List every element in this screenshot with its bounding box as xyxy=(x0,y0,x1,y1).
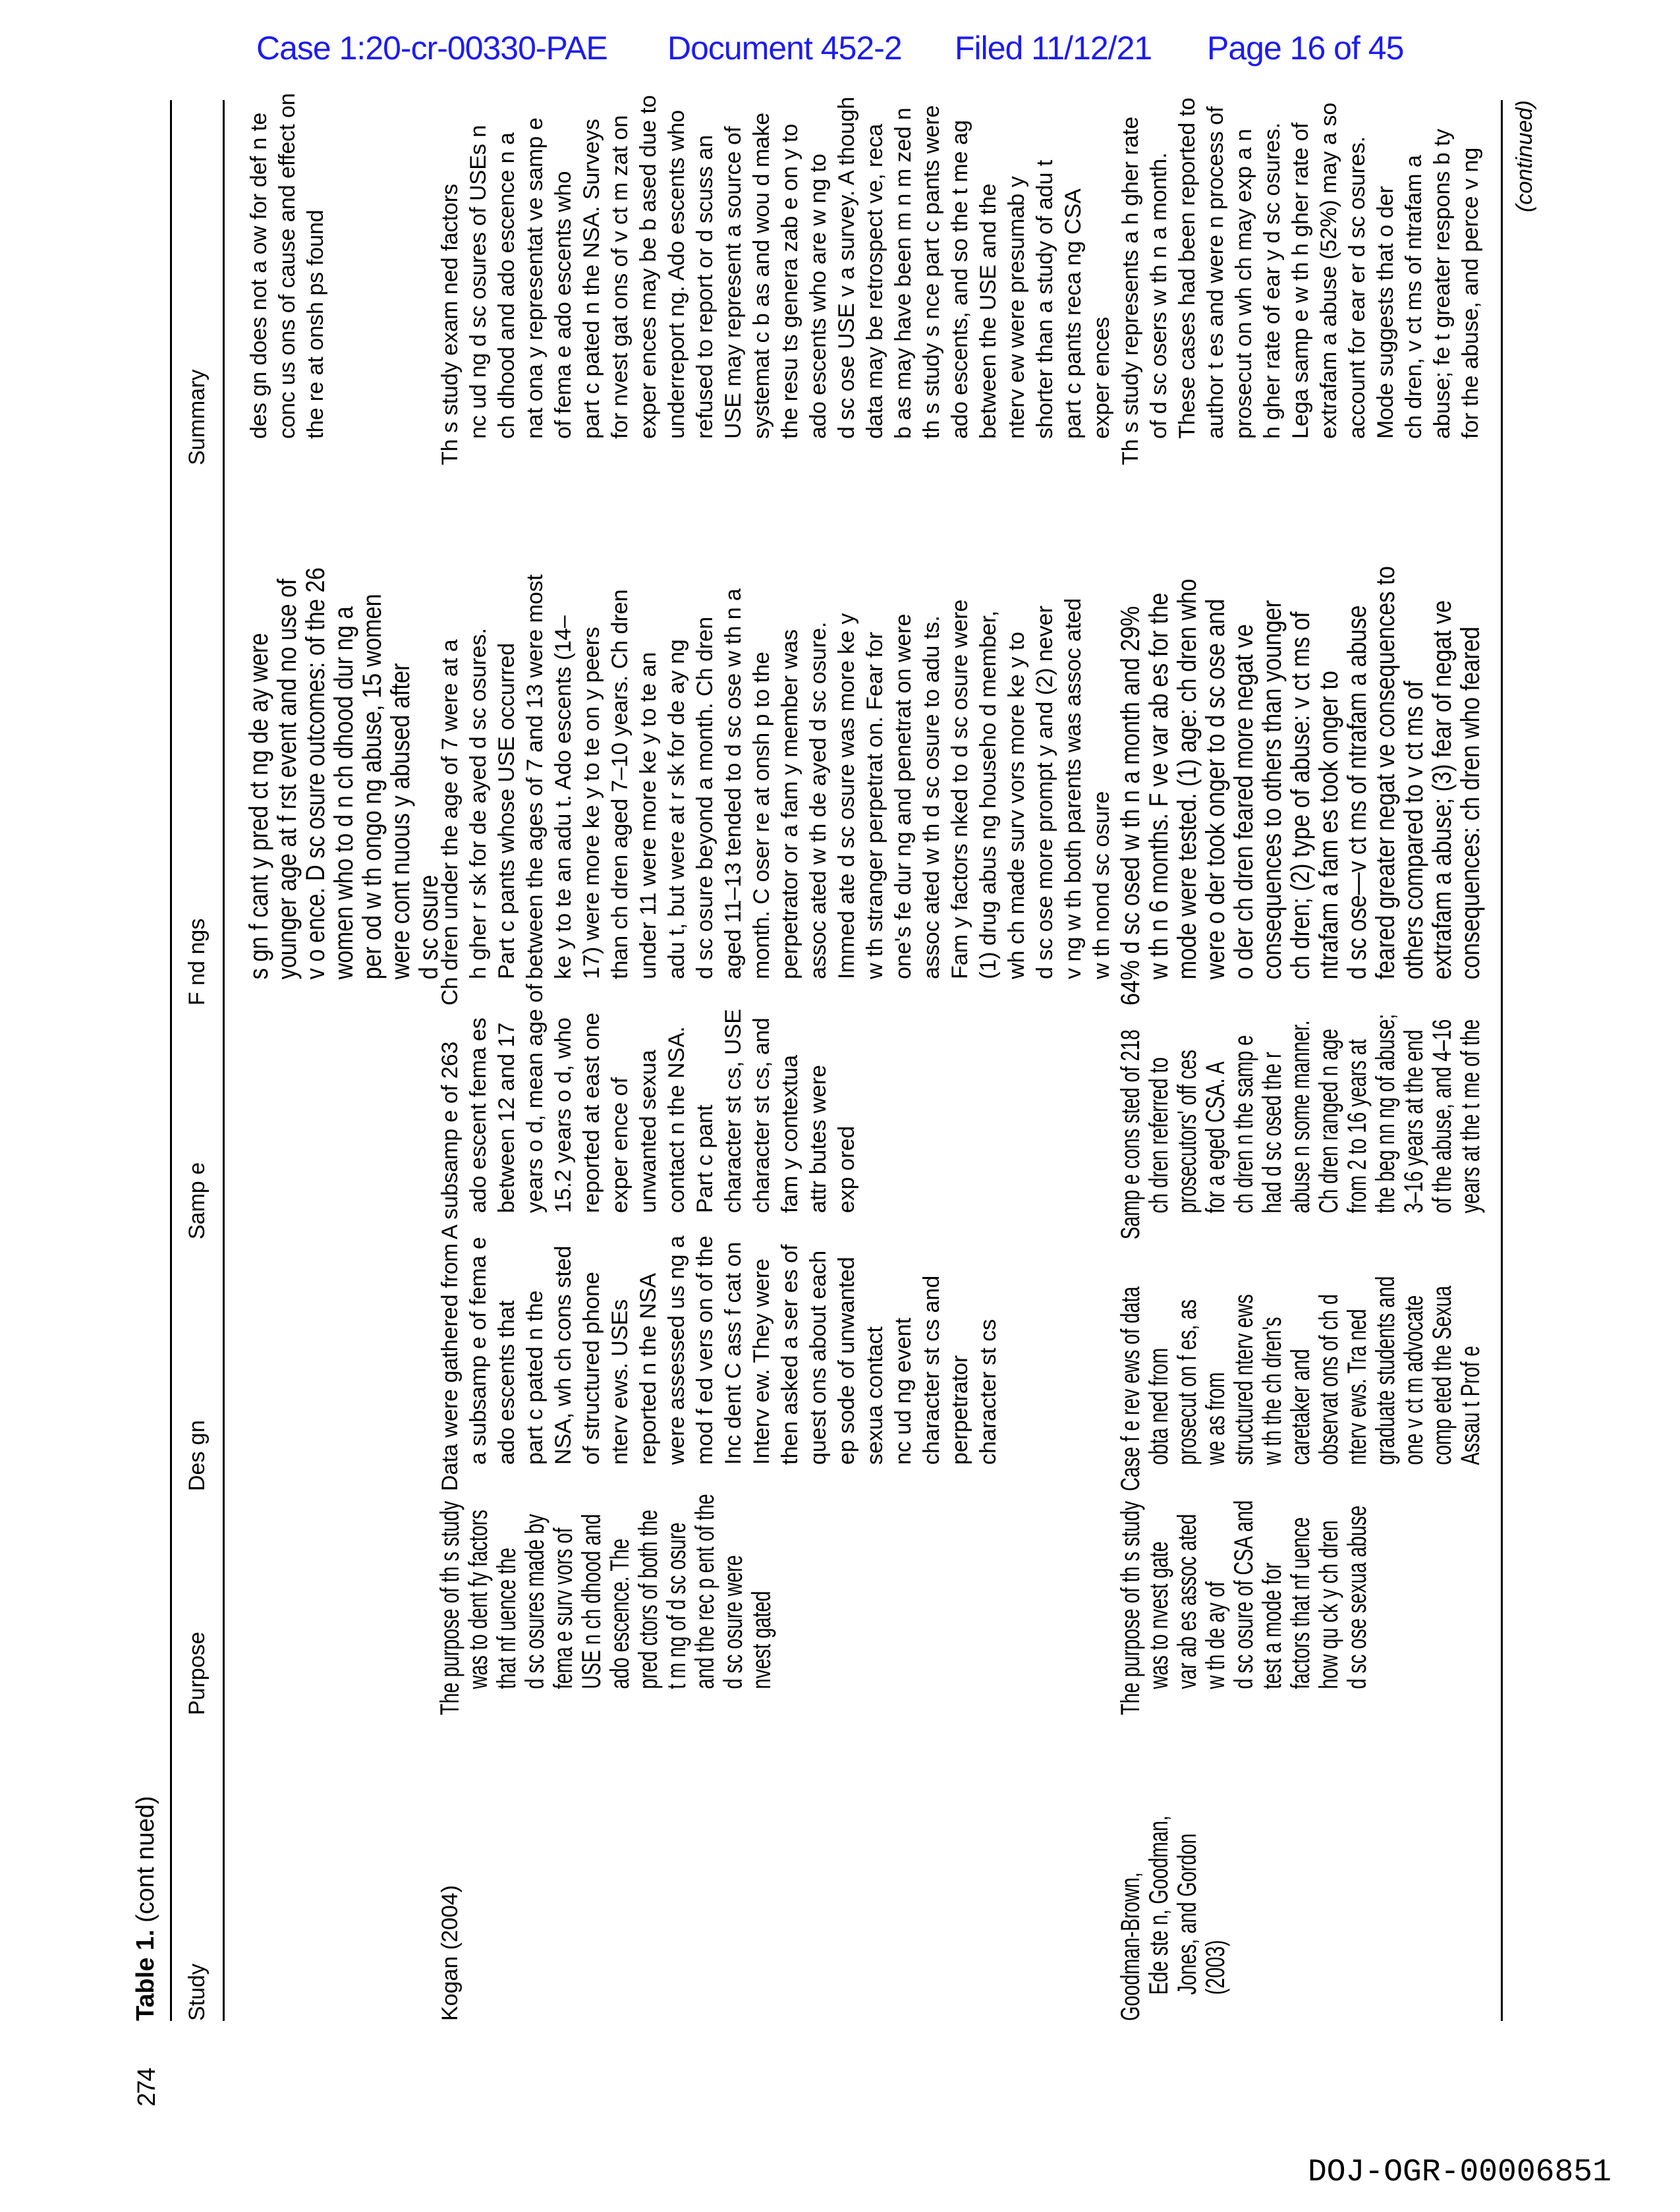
cell-text-line: refused to report or d scuss an xyxy=(692,134,717,439)
table-header-rule xyxy=(223,100,225,2021)
cell-text-line: nvest gated xyxy=(747,1591,776,1689)
table-bottom-rule xyxy=(1501,100,1503,2021)
cell-text-line: d sc osure were xyxy=(719,1555,748,1689)
cell-text-line: from 2 to 16 years at xyxy=(1343,1039,1372,1214)
cell-text-line: had d sc osed the r xyxy=(1258,1052,1287,1214)
cell-text-line: mod f ed vers on of the xyxy=(692,1235,717,1465)
cell-text-line: of fema e ado escents who xyxy=(551,171,576,439)
cell-text-line: Mode suggests that o der xyxy=(1373,186,1398,439)
cell-text-line: the re at onsh ps found xyxy=(303,210,328,439)
cell-text-line: d sc osure of CSA and xyxy=(1229,1500,1258,1689)
cell-text-line: ch dhood and ado escence n a xyxy=(494,132,519,439)
cell-text-line: Immed ate d sc osure was more ke y xyxy=(834,613,859,979)
cell-text-line: b as may have been m n m zed n xyxy=(891,107,916,439)
cell-findings xyxy=(245,496,443,1006)
cell-text-line: Jones, and Gordon xyxy=(1173,1833,1202,1995)
cell-text-line: factors that nf uence xyxy=(1286,1517,1315,1689)
rotated-table-page xyxy=(99,93,1548,2107)
cell-text-line: wh ch made surv vors more ke y to xyxy=(1004,631,1029,979)
cell-text-line: part c pants reca ng CSA xyxy=(1061,188,1086,439)
cell-text-line: 64% d sc osed w th n a month and 29% xyxy=(1116,606,1145,1006)
cell-text-line: h gher r sk for de ayed d sc osures. xyxy=(466,628,491,979)
cell-text-line: mode were tested. (1) age: ch dren who xyxy=(1173,579,1202,980)
cell-text-line: and the rec p ent of the xyxy=(690,1494,719,1689)
cell-text-line: comp eted the Sexua xyxy=(1428,1286,1457,1465)
cell-text-line: Goodman-Brown, xyxy=(1116,1872,1145,2021)
cell-text-line: Lega samp e w th h gher rate of xyxy=(1288,122,1313,439)
cell-text-line: ch dren; (2) type of abuse: v ct ms of xyxy=(1286,611,1315,980)
cell-text-line: USE may represent a source of xyxy=(721,126,746,439)
cell-text-line: the beg nn ng of abuse; xyxy=(1371,1013,1400,1214)
cell-text-line: graduate students and xyxy=(1371,1276,1400,1465)
cell-text-line: nc ud ng event xyxy=(891,1317,916,1465)
cell-text-line: ado escents, and so the t me ag xyxy=(947,120,972,439)
cell-text-line: w th the ch dren's xyxy=(1258,1317,1287,1465)
cell-text-line: 3–16 years at the end xyxy=(1399,1029,1428,1214)
cell-text-line: a subsamp e of fema e xyxy=(466,1237,491,1465)
cell-text-line: month. C oser re at onsh p to the xyxy=(749,651,774,979)
cell-text-line: the resu ts genera zab e on y to xyxy=(777,123,802,439)
cell-text-line: nterv ew were presumab y xyxy=(1004,176,1029,439)
cell-text-line: extrafam a abuse; (3) fear of negat ve xyxy=(1428,600,1457,980)
cell-text-line: were assessed us ng a xyxy=(664,1235,689,1465)
cell-text-line: years at the t me of the xyxy=(1456,1019,1485,1214)
cell-text-line: consequences to others than younger xyxy=(1258,600,1287,980)
column-header-study: Study xyxy=(184,1964,210,2021)
cell-text-line: Kogan (2004) xyxy=(437,1885,462,2021)
cell-text-line: Inc dent C ass f cat on xyxy=(721,1241,746,1465)
cell-text-line: w th nond sc osure xyxy=(1089,791,1114,979)
cell-text-line: than ch dren aged 7–10 years. Ch dren xyxy=(607,589,632,979)
column-header-purpose: Purpose xyxy=(184,1631,210,1715)
cell-text-line: v o ence. D sc osure outcomes: of the 26 xyxy=(301,567,330,980)
cell-text-line: how qu ck y ch dren xyxy=(1314,1520,1343,1689)
cell-text-line: Ch dren ranged n age xyxy=(1314,1029,1343,1214)
cell-text-line: perpetrator xyxy=(947,1355,972,1465)
cell-text-line: observat ons of ch d xyxy=(1314,1294,1343,1465)
cell-text-line: for a eged CSA. A xyxy=(1201,1061,1230,1214)
cell-text-line: w th n 6 months. F ve var ab es for the xyxy=(1144,592,1173,980)
cell-text-line: women who to d n ch dhood dur ng a xyxy=(329,606,358,980)
cell-text-line: prosecut on f es, as xyxy=(1173,1299,1202,1465)
cell-text-line: d sc osure xyxy=(414,874,443,980)
cell-text-line: The purpose of th s study xyxy=(435,1501,464,1715)
cell-text-line: Part c pant xyxy=(692,1104,717,1213)
cell-text-line: Ch dren under the age of 7 were at a xyxy=(437,639,462,1006)
cell-text-line: d sc ose USE v a survey. A though xyxy=(834,96,859,439)
cell-design xyxy=(436,1235,1003,1491)
cell-text-line: (1) drug abus ng househo d member, xyxy=(976,610,1001,979)
cell-text-line: nc ud ng d sc osures of USEs n xyxy=(466,125,491,439)
cell-text-line: ch dren n the samp e xyxy=(1229,1035,1258,1214)
cell-text-line: th s study s nce part c pants were xyxy=(919,105,944,439)
cell-text-line: Interv ew. They were xyxy=(749,1258,774,1465)
cell-text-line: ado escents who are w ng to xyxy=(806,154,831,439)
cell-text-line: abuse; fe t greater respons b ty xyxy=(1430,128,1455,439)
cell-text-line: ado escent fema es xyxy=(466,1017,491,1213)
cell-text-line: These cases had been reported to xyxy=(1175,98,1200,439)
cell-study xyxy=(436,1885,464,2021)
cell-text-line: Data were gathered from xyxy=(437,1243,462,1491)
cell-text-line: d sc ose more prompt y and (2) never xyxy=(1032,606,1057,979)
cell-summary xyxy=(245,93,330,465)
cell-text-line: character st cs, USE xyxy=(721,1009,746,1213)
cell-text-line: des gn does not a ow for def n te xyxy=(246,112,271,439)
table-title xyxy=(132,1796,160,2021)
cell-text-line: of the abuse, and 4–16 xyxy=(1428,1019,1457,1214)
cell-text-line: nat ona y representat ve samp e xyxy=(522,117,547,439)
cell-text-line: sexua contact xyxy=(862,1326,887,1465)
cell-text-line: for the abuse, and perce v ng xyxy=(1458,147,1483,439)
table-top-rule xyxy=(170,100,172,2021)
page-number: 274 xyxy=(133,2068,161,2107)
cell-text-line: NSA, wh ch cons sted xyxy=(551,1245,576,1465)
cell-text-line: were cont nuous y abused after xyxy=(386,663,415,980)
cell-text-line: adu t, but were at r sk for de ay ng xyxy=(664,639,689,979)
cell-text-line: Assau t Prof e xyxy=(1456,1346,1485,1465)
cell-text-line: between the ages of 7 and 13 were most xyxy=(522,574,547,979)
cell-text-line: d sc osures made by xyxy=(520,1514,549,1689)
cell-text-line: per od w th ongo ng abuse, 15 women xyxy=(358,594,387,980)
bates-number: DOJ-OGR-00006851 xyxy=(1308,2155,1611,2190)
cell-text-line: nterv ews. Tra ned xyxy=(1343,1309,1372,1465)
cell-text-line: character st cs and xyxy=(919,1275,944,1465)
cell-sample xyxy=(436,984,861,1239)
cell-text-line: data may be retrospect ve, reca xyxy=(862,123,887,439)
cell-text-line: fema e surv vors of xyxy=(549,1527,578,1689)
cell-text-line: one's fe dur ng and penetrat on were xyxy=(891,613,916,979)
cell-text-line: years o d, mean age of xyxy=(522,984,547,1213)
cell-text-line: assoc ated w th de ayed d sc osure. xyxy=(806,621,831,979)
cell-text-line: ado escence. The xyxy=(605,1538,634,1689)
cell-text-line: o der ch dren feared more negat ve xyxy=(1229,624,1258,980)
cell-text-line: we as from xyxy=(1201,1372,1230,1465)
cell-text-line: feared greater negat ve consequences to xyxy=(1371,566,1400,980)
cell-text-line: younger age at f rst event and no use of xyxy=(273,579,302,980)
cell-text-line: that nf uence the xyxy=(492,1547,521,1689)
cell-text-line: conc us ons of cause and effect on xyxy=(275,93,300,439)
cell-text-line: w th stranger perpetrat on. Fear for xyxy=(862,631,887,979)
page-count-stamp: Page 16 of 45 xyxy=(1207,30,1404,67)
cell-text-line: ntrafam a fam es took onger to xyxy=(1314,670,1343,980)
cell-text-line: character st cs xyxy=(976,1319,1001,1465)
cell-text-line: author t es and were n process of xyxy=(1203,106,1228,439)
column-header-summary: Summary xyxy=(184,369,210,465)
cell-text-line: test a mode for xyxy=(1258,1562,1287,1689)
cell-summary xyxy=(1117,98,1485,465)
cell-text-line: was to nvest gate xyxy=(1144,1541,1173,1689)
cell-text-line: ch dren, v ct ms of ntrafam a xyxy=(1401,155,1426,439)
cell-text-line: d sc ose sexua abuse xyxy=(1343,1505,1372,1689)
cell-summary xyxy=(436,95,1116,465)
cell-text-line: between 12 and 17 xyxy=(494,1022,519,1213)
cell-text-line: USE n ch dhood and xyxy=(577,1514,606,1689)
cell-text-line: exp ored xyxy=(834,1125,859,1213)
cell-findings xyxy=(436,575,1116,1006)
column-header-findings: F nd ngs xyxy=(184,918,210,1006)
cell-text-line: shorter than a study of adu t xyxy=(1032,159,1057,439)
cell-text-line: Part c pants whose USE occurred xyxy=(494,642,519,979)
cell-text-line: nterv ews. USEs xyxy=(607,1299,632,1465)
column-header-design: Des gn xyxy=(184,1420,210,1491)
cell-text-line: d sc osure beyond a month. Ch dren xyxy=(692,617,717,979)
cell-text-line: character st cs, and xyxy=(749,1017,774,1213)
cell-text-line: of d sc osers w th n a month. xyxy=(1146,152,1171,439)
cell-text-line: exper ences may be b ased due to xyxy=(636,95,661,439)
table-title-label: Table 1. xyxy=(132,1929,159,2021)
cell-text-line: Samp e cons sted of 218 xyxy=(1116,1029,1145,1239)
cell-text-line: ado escents that xyxy=(494,1300,519,1465)
cell-text-line: prosecut on wh ch may exp a n xyxy=(1231,128,1256,439)
cell-text-line: extrafam a abuse (52%) may a so xyxy=(1316,102,1341,439)
cell-text-line: was to dent fy factors xyxy=(464,1510,493,1689)
cell-text-line: w th de ay of xyxy=(1201,1581,1230,1689)
cell-text-line: var ab es assoc ated xyxy=(1173,1514,1202,1689)
cell-text-line: pred ctors of both the xyxy=(634,1510,663,1689)
cell-text-line: Th s study represents a h gher rate xyxy=(1118,116,1143,465)
cell-text-line: structured nterv ews xyxy=(1229,1294,1258,1465)
filed-date-stamp: Filed 11/12/21 xyxy=(955,30,1152,67)
cell-text-line: 17) were more ke y to te on y peers xyxy=(579,627,604,979)
cell-text-line: d sc ose—v ct ms of ntrafam a abuse xyxy=(1343,605,1372,980)
cell-text-line: ep sode of unwanted xyxy=(834,1257,859,1465)
cell-text-line: 15.2 years o d, who xyxy=(551,1017,576,1213)
cell-text-line: others compared to v ct ms of xyxy=(1399,681,1428,980)
cell-text-line: attr butes were xyxy=(806,1065,831,1213)
cell-text-line: ke y to te an adu t. Ado escents (14– xyxy=(551,615,576,979)
cell-text-line: between the USE and the xyxy=(976,183,1001,439)
cell-text-line: prosecutors' off ces xyxy=(1173,1050,1202,1214)
cell-text-line: quest ons about each xyxy=(806,1250,831,1465)
cell-text-line: assoc ated w th d sc osure to adu ts. xyxy=(919,615,944,979)
continued-note: (continued) xyxy=(1512,100,1537,213)
cell-text-line: reported n the NSA xyxy=(636,1272,661,1465)
cell-text-line: part c pated n the NSA. Surveys xyxy=(579,119,604,439)
cell-text-line: systemat c b as and wou d make xyxy=(749,112,774,439)
cell-text-line: Fam y factors nked to d sc osure were xyxy=(947,599,972,979)
cell-text-line: h gher rate of ear y d sc osures. xyxy=(1260,122,1285,439)
cell-text-line: perpetrator or a fam y member was xyxy=(777,629,802,979)
cell-study xyxy=(1117,1736,1230,2021)
cell-text-line: fam y contextua xyxy=(777,1054,802,1213)
cell-text-line: were o der took onger to d sc ose and xyxy=(1201,598,1230,980)
cell-text-line: then asked a ser es of xyxy=(777,1244,802,1465)
table-title-suffix: (cont nued) xyxy=(132,1796,159,1923)
cell-text-line: for nvest gat ons of v ct m zat on xyxy=(607,115,632,439)
cell-text-line: (2003) xyxy=(1201,1940,1230,1995)
cell-text-line: aged 11–13 tended to d sc ose w th n a xyxy=(721,588,746,979)
cell-text-line: t m ng of d sc osure xyxy=(662,1522,691,1689)
cell-text-line: exper ence of xyxy=(607,1077,632,1213)
cell-text-line: Ede ste n, Goodman, xyxy=(1144,1815,1173,1995)
cell-text-line: contact n the NSA. xyxy=(664,1026,689,1213)
cell-text-line: account for ear er d sc osures. xyxy=(1345,136,1370,439)
cell-text-line: under 11 were more ke y to te an xyxy=(636,652,661,979)
cell-findings xyxy=(1117,495,1485,1006)
cell-text-line: A subsamp e of 263 xyxy=(437,1041,462,1239)
cell-text-line: exper ences xyxy=(1089,316,1114,439)
cell-text-line: part c pated n the xyxy=(522,1290,547,1465)
cell-text-line: v ng w th both parents was assoc ated xyxy=(1061,598,1086,979)
cell-text-line: of structured phone xyxy=(579,1272,604,1465)
cell-text-line: The purpose of th s study xyxy=(1116,1501,1145,1715)
document-number-stamp: Document 452-2 xyxy=(667,30,902,67)
cell-text-line: reported at east one xyxy=(579,1012,604,1213)
cell-text-line: underreport ng. Ado escents who xyxy=(664,110,689,439)
cell-text-line: consequences: ch dren who feared xyxy=(1456,626,1485,980)
cell-text-line: abuse n some manner. xyxy=(1286,1020,1315,1214)
cell-text-line: obta ned from xyxy=(1144,1347,1173,1465)
column-header-sample: Samp e xyxy=(184,1162,210,1239)
cell-text-line: Case f e rev ews of data xyxy=(1116,1286,1145,1491)
cell-text-line: unwanted sexua xyxy=(636,1050,661,1213)
cell-text-line: one v ct m advocate xyxy=(1399,1295,1428,1465)
cell-text-line: s gn f cant y pred ct ng de ay were xyxy=(244,633,273,980)
cell-text-line: caretaker and xyxy=(1286,1349,1315,1465)
cell-text-line: ch dren referred to xyxy=(1144,1057,1173,1214)
cell-text-line: Th s study exam ned factors xyxy=(437,183,462,465)
case-number-stamp: Case 1:20-cr-00330-PAE xyxy=(256,30,607,67)
